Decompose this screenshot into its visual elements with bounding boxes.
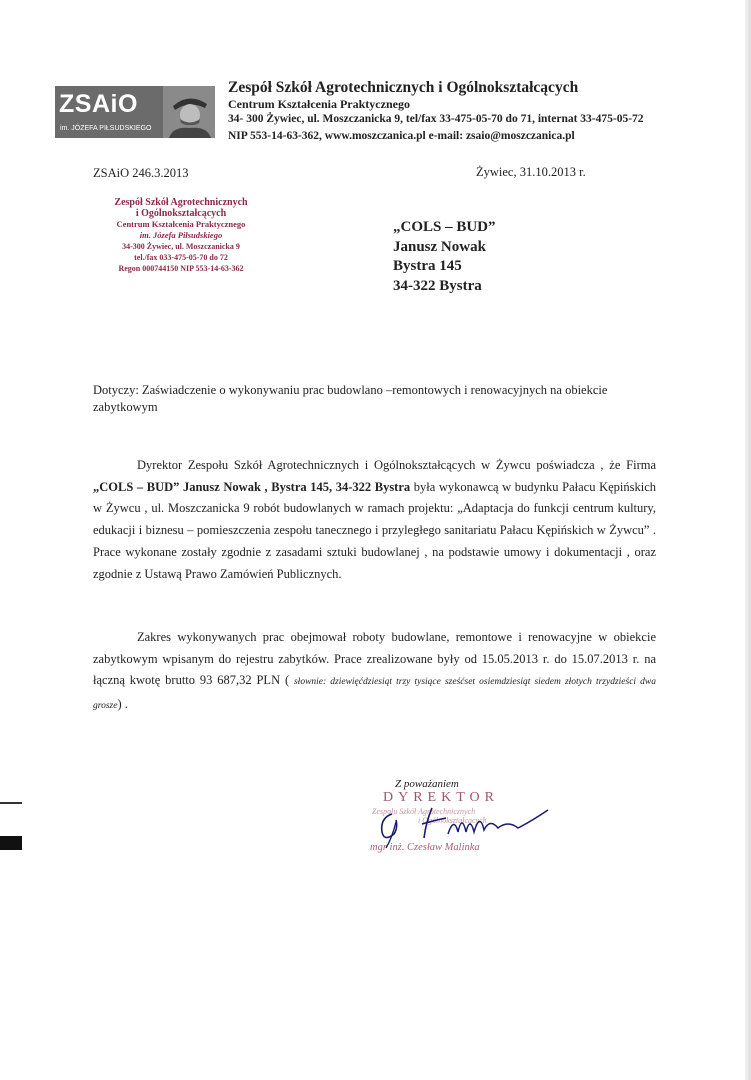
- stamp-line: Regon 000744150 NIP 553-14-63-362: [118, 264, 244, 273]
- body-text: ) .: [117, 697, 128, 712]
- scan-edge: [745, 0, 751, 1080]
- stamp-line: Zespół Szkół Agrotechnicznych: [114, 197, 248, 208]
- body-text: Zakres wykonywanych prac obejmował roboty budowlane, remontowe i renowacyjne w obiekcie zabytkowym wpisanym do rejestru zabytków. Prace zrealizowane były od 15.05.2013 r. do 15.07.2013 r. na łączną kwotę brutto 93 687,32 PLN (: [93, 630, 656, 688]
- recipient-line: „COLS – BUD”: [393, 219, 496, 235]
- logo-subtext: im. JÓZEFA PIŁSUDSKIEGO: [60, 125, 152, 132]
- subject-line: Dotyczy: Zaświadczenie o wykonywaniu prac budowlano –remontowych i renowacyjnych na obiekcie zabytkowym: [93, 383, 608, 414]
- stamp-line: 34-300 Żywiec, ul. Moszczanicka 9: [122, 242, 240, 251]
- closing-phrase: Z poważaniem: [395, 778, 459, 790]
- school-stamp: [87, 197, 275, 274]
- recipient-line: 34-322 Bystra: [393, 277, 482, 294]
- org-center: Centrum Kształcenia Praktycznego: [228, 97, 410, 111]
- recipient-address: [393, 218, 496, 296]
- scan-mark: [0, 802, 22, 804]
- body-text: była wykonawcą w budynku Pałacu Kępińskich w Żywcu , ul. Moszczanicka 9 robót budowlanych w ramach projektu: „Adaptacja do funkcji centrum kultury, edukacji i biznesu – pomieszczenia zespołu tanecznego i przyległego sanitariatu Pałacu Kępińskich w Żywcu” . Prace wykonane zostały zgodnie z zasadami sztuki budowlanej , na podstawie umowy i dokumentacji , oraz zgodnie z Ustawą Prawo Zamówień Publicznych.: [93, 479, 657, 581]
- body-paragraph: [93, 455, 656, 585]
- scan-mark: [0, 836, 22, 850]
- reference-number: ZSAiO 246.3.2013: [93, 166, 189, 180]
- portrait-icon: [163, 86, 215, 138]
- recipient-line: Janusz Nowak: [393, 238, 486, 255]
- letter-date: Żywiec, 31.10.2013 r.: [476, 165, 586, 179]
- company-name: „COLS – BUD” Janusz Nowak , Bystra 145, 34-322 Bystra: [93, 479, 411, 494]
- logo-text: ZSAiO: [59, 90, 138, 118]
- school-logo: [55, 86, 215, 138]
- org-address: 34- 300 Żywiec, ul. Moszczanicka 9, tel/fax 33-475-05-70 do 71, internat 33-475-05-72: [228, 113, 644, 125]
- director-title: DYREKTOR: [383, 790, 499, 805]
- stamp-line: im. Józefa Piłsudskiego: [139, 230, 223, 240]
- stamp-line: i Ogólnokształcących: [135, 208, 227, 219]
- stamp-line: tel./fax 033-475-05-70 do 72: [134, 253, 228, 262]
- recipient-line: Bystra 145: [393, 258, 462, 274]
- stamp-faint-line: i Ogólnokształcących: [418, 816, 487, 825]
- body-paragraph: [93, 627, 656, 718]
- org-contact: NIP 553-14-63-362, www.moszczanica.pl e-mail: zsaio@moszczanica.pl: [228, 130, 575, 142]
- amount-in-words: słownie: dziewięćdziesiąt trzy tysiące sześćset osiemdziesiąt siedem złotych trzydzieści dwa grosze: [93, 677, 657, 712]
- org-name: Zespół Szkół Agrotechnicznych i Ogólnokształcących: [228, 79, 579, 96]
- stamp-line: Centrum Kształcenia Praktycznego: [116, 219, 246, 229]
- stamp-faint-line: Zespołu Szkół Agrotechnicznych: [372, 807, 476, 816]
- director-name: mgr inż. Czesław Malinka: [370, 842, 480, 853]
- body-text: Dyrektor Zespołu Szkół Agrotechnicznych i Ogólnokształcących w Żywcu poświadcza , że Firma: [137, 458, 656, 472]
